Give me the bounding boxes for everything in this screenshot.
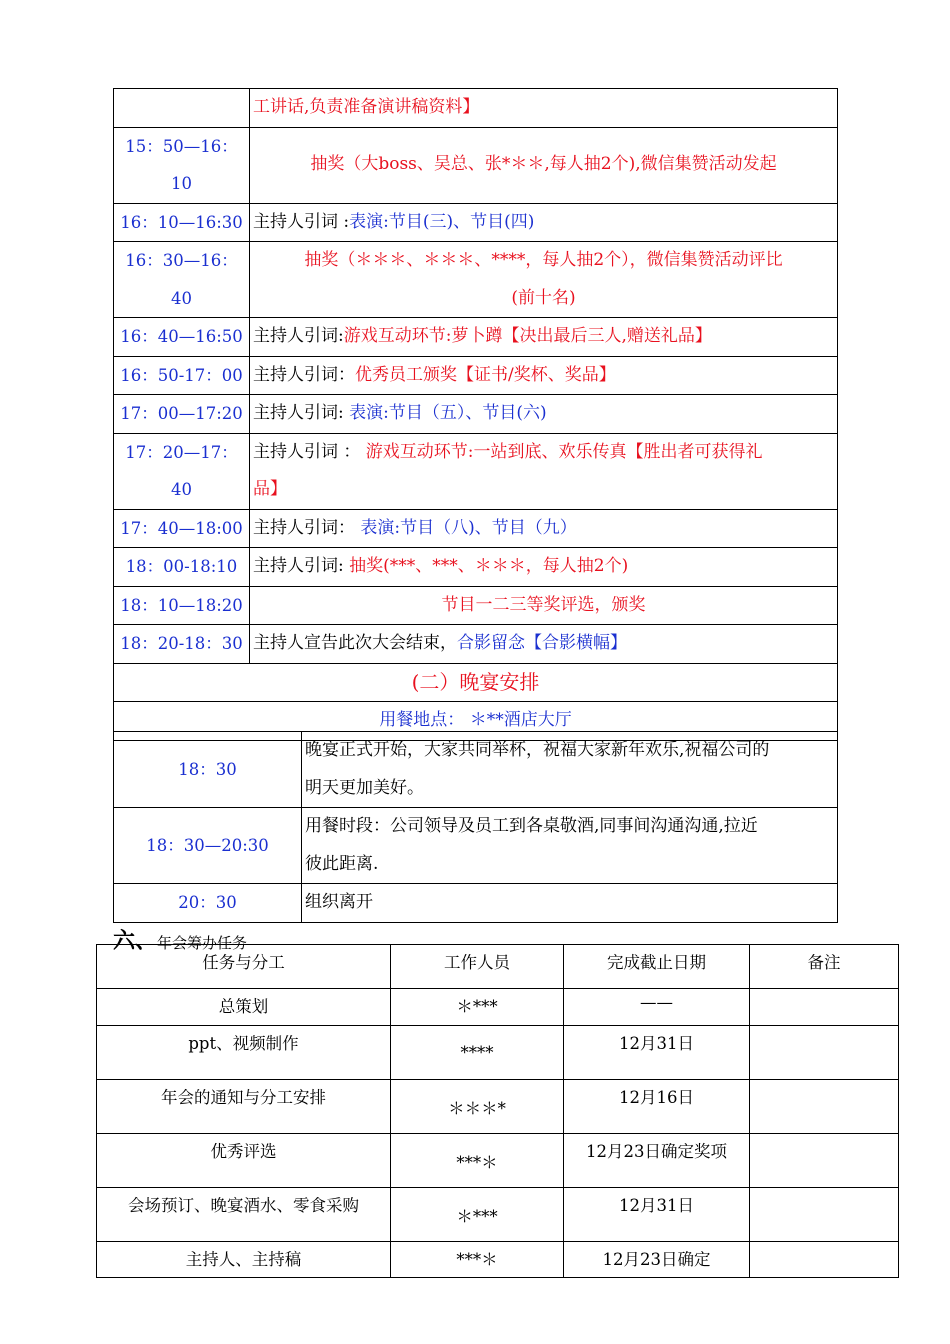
note-cell xyxy=(750,1080,899,1134)
schedule-table xyxy=(113,88,838,741)
table-row xyxy=(97,1242,899,1278)
time-cell: 18：10—18:20 xyxy=(114,586,250,625)
time-line: 16：30—16： xyxy=(125,251,238,270)
item-text: 抽奖(***、***、＊＊＊，每人抽2个) xyxy=(349,556,629,576)
table-row xyxy=(114,433,838,509)
item-text: 合影留念【合影横幅】 xyxy=(457,633,627,653)
table-row xyxy=(114,586,838,625)
content-cell xyxy=(250,433,838,509)
table-row xyxy=(114,509,838,548)
time-line: 15：50—16： xyxy=(125,136,238,156)
table-row xyxy=(97,1026,899,1080)
content-cell xyxy=(250,318,838,357)
item-text: 优秀员工颁奖【证书/奖杯、奖品】 xyxy=(355,364,616,385)
table-row xyxy=(114,89,838,128)
content-cell: 节目一二三等奖评选，颁奖 xyxy=(250,586,838,625)
time-line: 17：20—17： xyxy=(125,442,238,462)
task-cell: 总策划 xyxy=(97,989,391,1026)
host-prefix: 主持人引词 : xyxy=(253,211,350,232)
time-cell: 16：50-17：00 xyxy=(114,356,250,395)
tasks-table xyxy=(96,944,899,1278)
time-line: 40 xyxy=(171,480,192,499)
table-row xyxy=(114,356,838,395)
note-cell xyxy=(750,1134,899,1188)
time-cell: 18：00-18:10 xyxy=(114,548,250,587)
table-row xyxy=(114,318,838,357)
table-row xyxy=(114,884,838,923)
table-row xyxy=(114,395,838,434)
task-cell: 主持人、主持稿 xyxy=(97,1242,391,1278)
staff-cell: ***＊ xyxy=(391,1134,564,1188)
time-line: 10 xyxy=(171,174,192,193)
host-prefix: 主持人引词: xyxy=(253,326,344,346)
section-title-row xyxy=(114,663,838,702)
table-row xyxy=(114,203,838,242)
item-text: 表演:节目（八)、节目（九） xyxy=(355,517,577,538)
time-cell: 17：40—18:00 xyxy=(114,509,250,548)
section-title: 年会筹办任务 xyxy=(157,934,248,952)
note-cell xyxy=(750,1188,899,1242)
section-title: (二）晚宴安排 xyxy=(114,663,838,702)
note-cell xyxy=(750,1242,899,1278)
content-cell xyxy=(302,732,838,808)
task-cell: 会场预订、晚宴酒水、零食采购 xyxy=(97,1188,391,1242)
host-prefix: 主持人引词: xyxy=(253,403,350,423)
item-text: 品】 xyxy=(253,479,287,499)
table-row xyxy=(114,625,838,664)
item-text: 晚宴正式开始，大家共同举杯，祝福大家新年欢乐,祝福公司的 xyxy=(305,740,770,760)
note-cell xyxy=(750,989,899,1026)
item-text: 表演:节目(三)、节目(四) xyxy=(349,211,535,232)
staff-cell: ＊＊＊* xyxy=(391,1080,564,1134)
content-cell xyxy=(250,242,838,318)
item-text: 彼此距离. xyxy=(305,853,379,874)
content-cell xyxy=(250,203,838,242)
content-cell xyxy=(250,509,838,548)
column-header: 工作人员 xyxy=(391,945,564,989)
staff-cell: **** xyxy=(391,1026,564,1080)
host-prefix: 主持人引词: xyxy=(253,556,350,576)
item-text: 抽奖（＊＊＊、＊＊＊、****，每人抽2个），微信集赞活动评比 xyxy=(304,250,783,270)
time-cell: 20：30 xyxy=(114,884,302,923)
table-header-row xyxy=(97,945,899,989)
time-cell: 18：30—20:30 xyxy=(114,808,302,884)
time-cell: 17：00—17:20 xyxy=(114,395,250,434)
item-text: 游戏互动环节:一站到底、欢乐传真【胜出者可获得礼 xyxy=(360,441,763,462)
deadline-cell: 12月16日 xyxy=(564,1080,750,1134)
table-row xyxy=(97,1080,899,1134)
content-cell: 抽奖（大boss、吴总、张*＊＊,每人抽2个),微信集赞活动发起 xyxy=(250,127,838,203)
note-cell xyxy=(750,1026,899,1080)
staff-cell: ＊*** xyxy=(391,1188,564,1242)
time-cell: 16：40—16:50 xyxy=(114,318,250,357)
content-cell xyxy=(302,884,838,923)
time-cell: 16：10—16:30 xyxy=(114,203,250,242)
item-text: 游戏互动环节:萝卜蹲【决出最后三人,赠送礼品】 xyxy=(343,326,712,346)
time-cell: 18：20-18：30 xyxy=(114,625,250,664)
table-row xyxy=(97,1134,899,1188)
host-prefix: 主持人引词： xyxy=(253,517,355,538)
item-text: 表演:节目（五）、节目(六) xyxy=(349,403,547,423)
content-cell xyxy=(250,625,838,664)
task-cell: 年会的通知与分工安排 xyxy=(97,1080,391,1134)
content-cell xyxy=(250,395,838,434)
task-cell: ppt、视频制作 xyxy=(97,1026,391,1080)
time-cell xyxy=(114,242,250,318)
dinner-table xyxy=(113,731,838,923)
content-cell xyxy=(250,356,838,395)
table-row xyxy=(114,732,838,808)
time-cell: 18：30 xyxy=(114,732,302,808)
item-text: 明天更加美好。 xyxy=(305,777,424,798)
venue-text: 用餐地点： ＊**酒店大厅 xyxy=(114,702,838,741)
deadline-cell: 12月23日确定奖项 xyxy=(564,1134,750,1188)
deadline-cell: —— xyxy=(564,989,750,1026)
time-cell xyxy=(114,127,250,203)
content-cell: 工讲话,负责准备演讲稿资料】 xyxy=(250,89,838,128)
deadline-cell: 12月31日 xyxy=(564,1026,750,1080)
deadline-cell: 12月23日确定 xyxy=(564,1242,750,1278)
host-prefix: 主持人引词 ： xyxy=(253,441,361,462)
table-row xyxy=(114,808,838,884)
column-header: 任务与分工 xyxy=(97,945,391,989)
time-cell xyxy=(114,433,250,509)
item-text: (前十名) xyxy=(511,287,576,308)
content-cell xyxy=(250,548,838,587)
staff-cell: ***＊ xyxy=(391,1242,564,1278)
content-cell xyxy=(302,808,838,884)
table-row xyxy=(97,1188,899,1242)
host-prefix: 主持人引词： xyxy=(253,364,355,385)
time-line: 40 xyxy=(171,288,192,308)
section-number: 六、 xyxy=(113,928,158,954)
item-text: 用餐时段：公司领导及员工到各桌敬酒,同事间沟通沟通,拉近 xyxy=(305,816,758,836)
column-header: 完成截止日期 xyxy=(564,945,750,989)
time-cell xyxy=(114,89,250,128)
deadline-cell: 12月31日 xyxy=(564,1188,750,1242)
table-row xyxy=(114,127,838,203)
task-cell: 优秀评选 xyxy=(97,1134,391,1188)
table-row xyxy=(97,989,899,1026)
table-row xyxy=(114,242,838,318)
item-text: 组织离开 xyxy=(305,892,373,912)
column-header: 备注 xyxy=(750,945,899,989)
host-prefix: 主持人宣告此次大会结束， xyxy=(253,633,457,653)
table-row xyxy=(114,548,838,587)
staff-cell: ＊*** xyxy=(391,989,564,1026)
